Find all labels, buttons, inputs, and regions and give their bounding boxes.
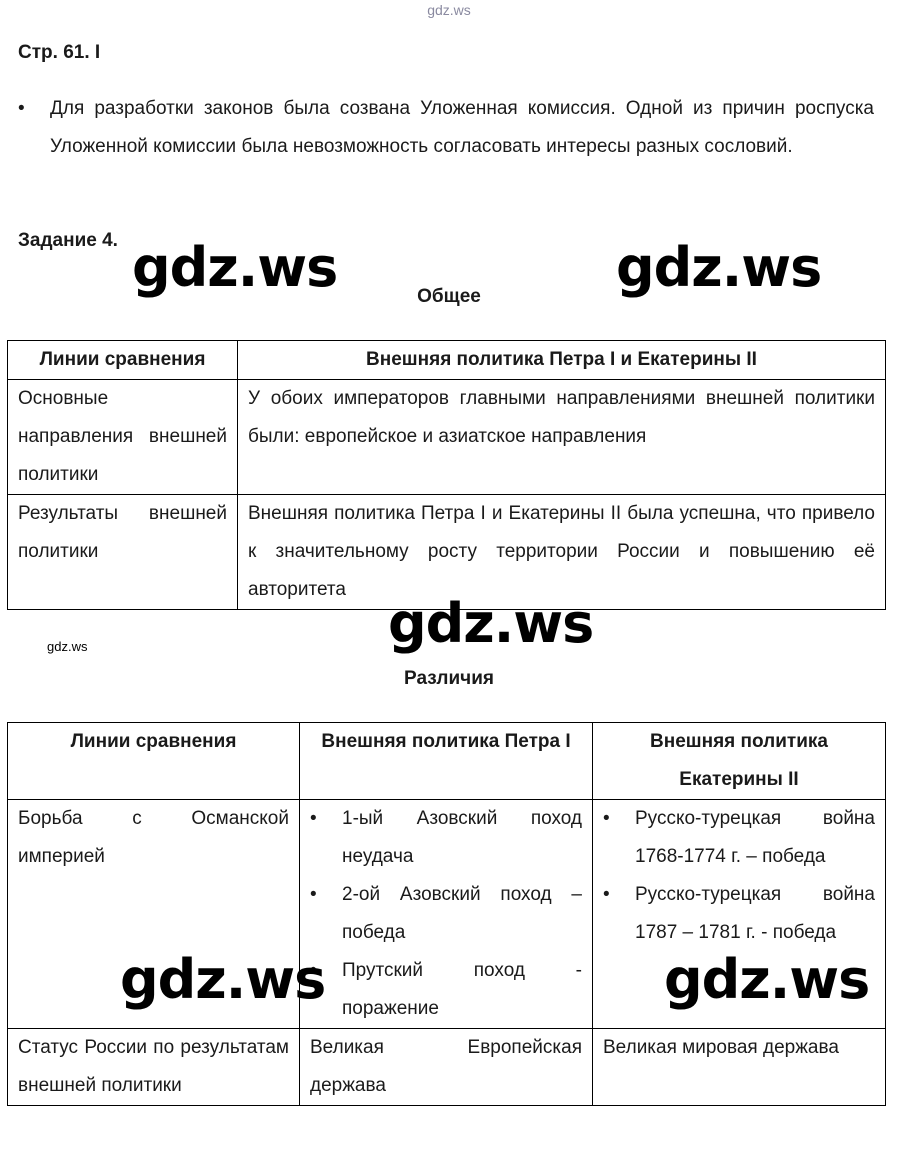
- bullet-icon: •: [18, 98, 25, 119]
- list-item: • 2-ой Азовский поход – победа: [342, 876, 582, 952]
- column-header: Линии сравнения: [8, 723, 300, 800]
- table-row: [8, 380, 886, 495]
- peter-events-cell: [300, 800, 593, 1029]
- list-item: • Прутский поход - поражение: [342, 952, 582, 1028]
- intro-bullet: [18, 90, 874, 166]
- table-header-row: [8, 341, 886, 380]
- table-row: [8, 1029, 886, 1106]
- top-watermark: gdz.ws: [427, 2, 471, 18]
- column-header: Внешняя политика Екатерины II: [593, 723, 886, 800]
- comparison-line-cell: Основные направления внешней политики: [8, 380, 238, 495]
- comparison-line-cell: Статус России по результатам внешней политики: [8, 1029, 300, 1106]
- task-title: Задание 4.: [18, 230, 118, 251]
- peter-status-cell: Великая Европейская держава: [300, 1029, 593, 1106]
- common-section-title: Общее: [417, 286, 481, 307]
- column-header: Внешняя политика Петра I и Екатерины II: [238, 341, 886, 380]
- watermark-big: gdz.ws: [388, 592, 594, 655]
- differences-section-title: Различия: [404, 668, 494, 689]
- comparison-text-cell: У обоих императоров главными направлениями внешней политики были: европейское и азиатское направления: [238, 380, 886, 495]
- column-header: Внешняя политика Петра I: [300, 723, 593, 800]
- catherine-status-cell: Великая мировая держава: [593, 1029, 886, 1106]
- watermark-big: gdz.ws: [120, 948, 326, 1011]
- list-item: • Русско-турецкая война 1768-1774 г. – победа: [635, 800, 875, 876]
- watermark-big: gdz.ws: [616, 236, 822, 299]
- comparison-line-cell: Результаты внешней политики: [8, 495, 238, 610]
- table-header-row: [8, 723, 886, 800]
- intro-text: Для разработки законов была созвана Уложенная комиссия. Одной из причин роспуска Уложенной комиссии была невозможность согласовать интересы разных сословий.: [50, 98, 874, 157]
- common-table: [7, 340, 886, 610]
- comparison-line-cell: Борьба с Османской империей: [8, 800, 300, 1029]
- watermark-big: gdz.ws: [664, 948, 870, 1011]
- list-item: • Русско-турецкая война 1787 – 1781 г. - победа: [635, 876, 875, 952]
- list-item: • 1-ый Азовский поход неудача: [342, 800, 582, 876]
- comparison-text-cell: Внешняя политика Петра I и Екатерины II была успешна, что привело к значительному росту территории России и повышению её авторитета: [238, 495, 886, 610]
- page-reference: Стр. 61. I: [18, 42, 101, 63]
- differences-table: [7, 722, 886, 1106]
- column-header: Линии сравнения: [8, 341, 238, 380]
- watermark-big: gdz.ws: [132, 236, 338, 299]
- watermark-small: gdz.ws: [47, 639, 88, 654]
